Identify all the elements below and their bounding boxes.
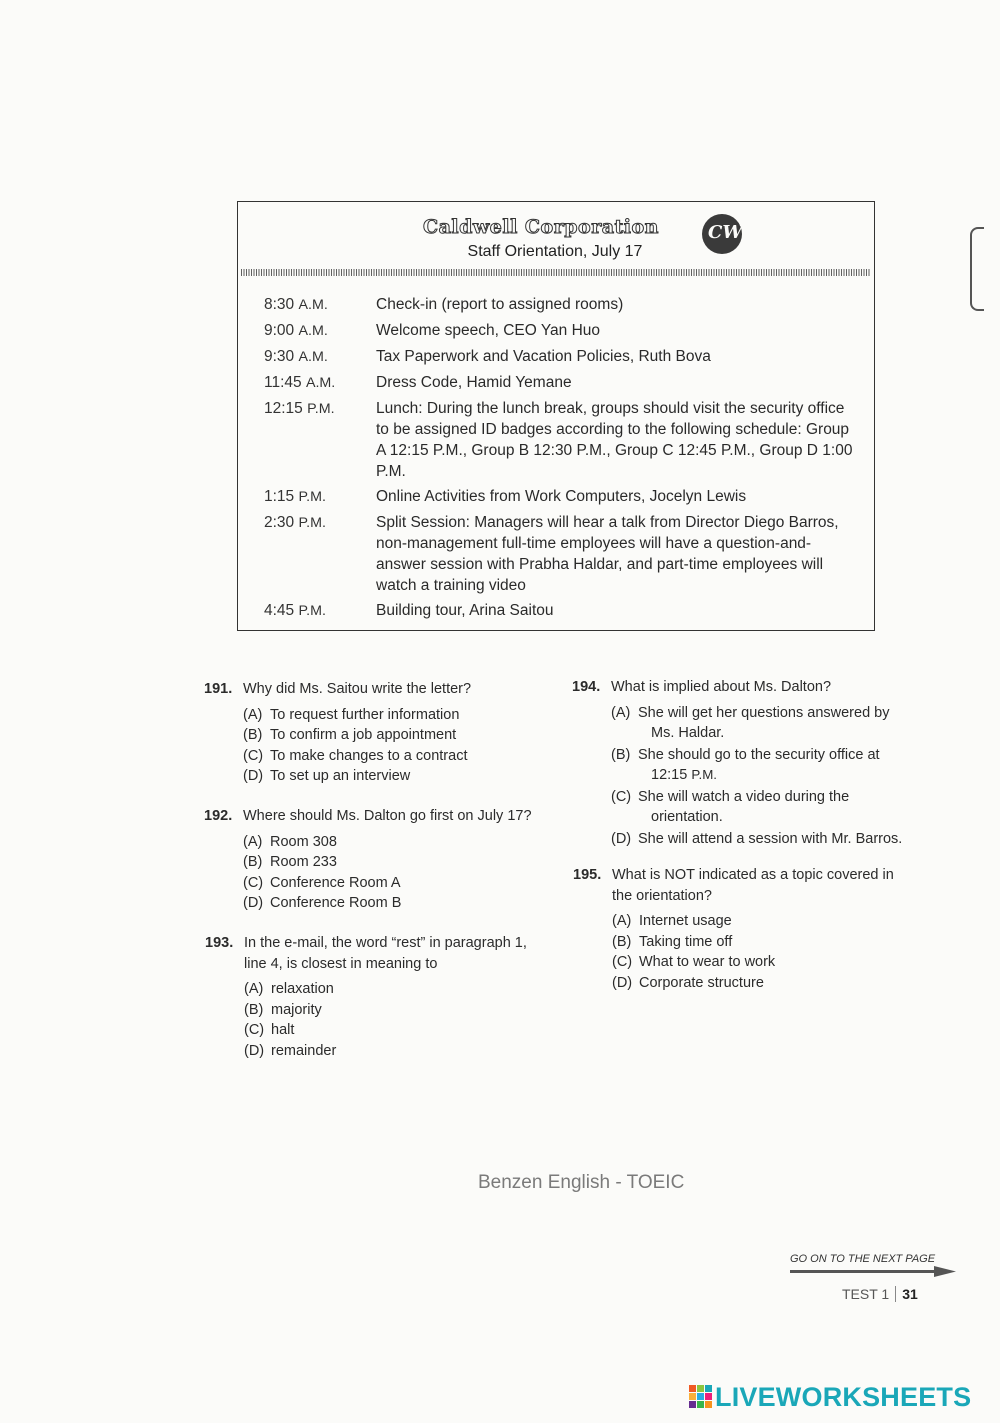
row-description: Check-in (report to assigned rooms) <box>376 296 624 313</box>
row-time: 2:30 P.M. <box>264 514 326 531</box>
logo-letters: CW <box>708 222 743 243</box>
liveworksheets-wordmark: LIVEWORKSHEETS <box>715 1382 972 1412</box>
question-191 <box>204 679 544 787</box>
page-footer-label: TEST 1 31 <box>842 1286 918 1302</box>
answer-option-c[interactable]: (C) halt <box>244 1022 295 1038</box>
question-stem: What is implied about Ms. Dalton? <box>611 679 832 695</box>
question-195 <box>573 865 933 993</box>
arrow-right-icon <box>790 1265 958 1279</box>
answer-option-b[interactable]: (B) Taking time off <box>612 933 733 950</box>
schedule-row <box>264 320 864 342</box>
page-number: 31 <box>895 1286 918 1302</box>
question-stem: What is NOT indicated as a topic covered in the orientation? <box>612 867 894 904</box>
answer-option-d[interactable]: (D) Conference Room B <box>243 895 402 911</box>
row-description: Lunch: During the lunch break, groups should visit the security office to be assigned ID badges according to the following schedule: Group A 12:15 P.M., Group B 12:30 P.M., Group C 12:45 P.M., Group D 1:00 P.M. <box>376 400 853 480</box>
row-time: 9:00 A.M. <box>264 322 328 339</box>
answer-option-d[interactable]: (D) To set up an interview <box>243 768 411 784</box>
liveworksheets-logo <box>689 1382 987 1412</box>
question-number: 192. <box>204 808 233 824</box>
schedule-row <box>264 346 864 368</box>
answer-option-a[interactable]: (A) To request further information <box>243 706 460 723</box>
answer-option-a[interactable]: (A) She will get her questions answered by Ms. Haldar. <box>611 704 890 741</box>
question-stem: Where should Ms. Dalton go first on July 17? <box>243 808 532 824</box>
question-number: 193. <box>205 935 234 951</box>
question-stem: In the e-mail, the word “rest” in paragraph 1, line 4, is closest in meaning to <box>244 935 527 972</box>
orientation-schedule <box>237 201 875 631</box>
row-time: 11:45 A.M. <box>264 374 336 391</box>
next-page-indicator <box>790 1253 960 1279</box>
answer-option-d[interactable]: (D) She will attend a session with Mr. Barros. <box>611 830 903 847</box>
answer-option-c[interactable]: (C) She will watch a video during the orientation. <box>611 788 850 825</box>
schedule-row <box>264 398 864 482</box>
question-number: 191. <box>204 681 233 697</box>
answer-option-b[interactable]: (B) She should go to the security office at 12:15 P.M. <box>611 746 880 783</box>
schedule-rows <box>264 294 864 626</box>
row-description: Online Activities from Work Computers, Jocelyn Lewis <box>376 488 747 505</box>
row-description: Welcome speech, CEO Yan Huo <box>376 322 601 339</box>
next-page-label: GO ON TO THE NEXT PAGE <box>790 1253 936 1265</box>
question-stem: Why did Ms. Saitou write the letter? <box>243 681 472 697</box>
question-194 <box>572 677 932 849</box>
row-description: Building tour, Arina Saitou <box>376 602 554 619</box>
answer-option-a[interactable]: (A) Internet usage <box>612 913 732 929</box>
schedule-row <box>264 294 864 316</box>
row-description: Split Session: Managers will hear a talk from Director Diego Barros, non-management full-time employees will have a question-and-answer session with Prabha Haldar, and part-time employees will watch a training video <box>376 514 839 594</box>
answer-option-b[interactable]: (B) Room 233 <box>243 854 337 870</box>
schedule-title: Staff Orientation, July 17 <box>467 243 643 260</box>
schedule-row <box>264 372 864 394</box>
row-description: Tax Paperwork and Vacation Policies, Ruth Bova <box>376 348 711 365</box>
company-name: Caldwell Corporation <box>423 216 659 238</box>
watermark-text: Benzen English - TOEIC <box>478 1172 685 1193</box>
question-number: 195. <box>573 867 602 883</box>
question-number: 194. <box>572 679 601 695</box>
question-192 <box>204 806 554 914</box>
decorative-divider <box>241 269 871 276</box>
question-193 <box>205 933 555 1061</box>
row-time: 4:45 P.M. <box>264 602 326 619</box>
page-edge-tab <box>970 227 984 311</box>
schedule-row <box>264 486 864 508</box>
schedule-row <box>264 600 864 622</box>
answer-option-b[interactable]: (B) majority <box>244 1001 322 1018</box>
answer-option-c[interactable]: (C) To make changes to a contract <box>243 747 468 764</box>
liveworksheets-grid-icon <box>689 1385 713 1409</box>
row-time: 1:15 P.M. <box>264 488 326 505</box>
answer-option-b[interactable]: (B) To confirm a job appointment <box>243 727 457 743</box>
answer-option-a[interactable]: (A) Room 308 <box>243 833 337 850</box>
row-time: 8:30 A.M. <box>264 296 328 313</box>
schedule-row <box>264 512 864 596</box>
answer-option-a[interactable]: (A) relaxation <box>244 981 334 997</box>
answer-option-c[interactable]: (C) Conference Room A <box>243 874 401 891</box>
row-time: 12:15 P.M. <box>264 400 335 417</box>
answer-option-d[interactable]: (D) Corporate structure <box>612 974 764 991</box>
answer-option-d[interactable]: (D) remainder <box>244 1042 337 1059</box>
row-description: Dress Code, Hamid Yemane <box>376 374 572 391</box>
answer-option-c[interactable]: (C) What to wear to work <box>612 954 776 970</box>
row-time: 9:30 A.M. <box>264 348 328 365</box>
